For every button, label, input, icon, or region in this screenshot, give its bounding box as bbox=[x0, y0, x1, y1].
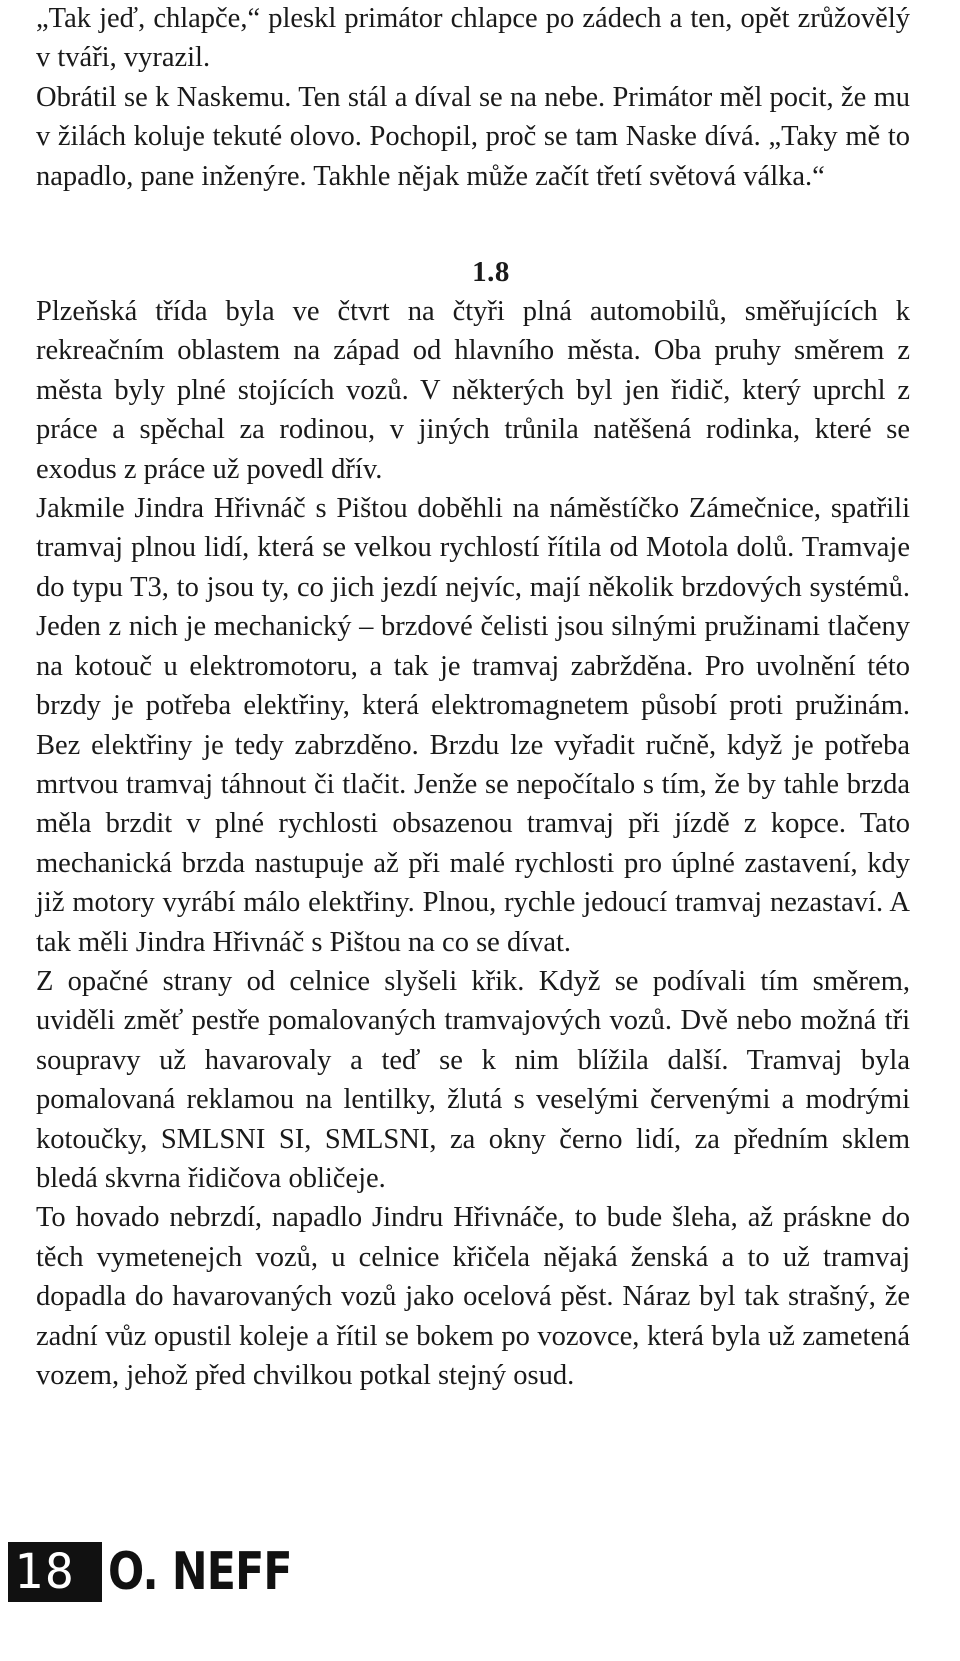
chapter-heading: 1.8 bbox=[472, 256, 510, 289]
paragraph-2: Obrátil se k Naskemu. Ten stál a díval se na nebe. Primátor měl pocit, že mu v žilách koluje tekuté olovo. Pochopil, proč se tam Naske dívá. „Taky mě to napadlo, pane inženýre. Takhle nějak může začít třetí světová válka.“ bbox=[36, 81, 910, 192]
paragraph-3: Plzeňská třída byla ve čtvrt na čtyři plná automobilů, směřujících k rekreačním oblastem na západ od hlavního města. Oba pruhy směrem z města byly plné stojících vozů. V některých byl jen řidič, který uprchl z práce a spěchal za rodinou, v jiných trůnila natěšená rodinka, které se exodus z práce už povedl dřív. bbox=[36, 296, 910, 485]
paragraph-4: Jakmile Jindra Hřivnáč s Pištou doběhli na náměstíčko Zámečnice, spatřili tramvaj plnou lidí, která se velkou rychlostí řítila od Motola dolů. Tramvaje do typu T3, to jsou ty, co jich jezdí nejvíc, mají několik brzdových systémů. Jeden z nich je mechanický – brzdové čelisti jsou silnými pružinami tlačeny na kotouč u elektromotoru, a tak je tramvaj zabržděna. Pro uvolnění této brzdy je potřeba elektřiny, která elektromagnetem působí proti pružinám. Bez elektřiny je tedy zabrzděno. Brzdu lze vyřadit ručně, když je potřeba mrtvou tramvaj táhnout či tlačit. Jenže se nepočítalo s tím, že by tahle brzda měla brzdit v plné rychlosti obsazenou tramvaj při jízdě z kopce. Tato mechanická brzda nastupuje až při malé rychlosti pro úplné zastavení, kdy již motory vyrábí málo elektřiny. Plnou, rychle jedoucí tramvaj nezastaví. A tak měli Jindra Hřivnáč s Pištou na co se dívat. bbox=[36, 493, 910, 958]
paragraph-5: Z opačné strany od celnice slyšeli křik. Když se podívali tím směrem, uviděli změť pestře pomalovaných tramvajových vozů. Dvě nebo možná tři soupravy už havarovaly a teď se k nim blížila další. Tramvaj byla pomalovaná reklamou na lentilky, žlutá s veselými červenými a modrými kotoučky, SMLSNI SI, SMLSNI, za okny černo lidí, za předním sklem bledá skvrna řidičova obličeje. bbox=[36, 965, 910, 1194]
page-number: 18 bbox=[8, 1542, 102, 1602]
document-page bbox=[36, 0, 910, 1395]
paragraph-6: To hovado nebrzdí, napadlo Jindru Hřivnáče, to bude šleha, až práskne do těch vymetenejch vozů, u celnice křičela nějaká ženská a to už tramvaj dopadla do havarovaných vozů jako ocelová pěst. Náraz byl tak strašný, že zadní vůz opustil koleje a řítil se bokem po vozovce, která byla už zametená vozem, jehož před chvilkou potkal stejný osud. bbox=[36, 1202, 910, 1391]
author-name: O. NEFF bbox=[108, 1542, 292, 1602]
page-footer bbox=[8, 1540, 332, 1604]
paragraph-1: „Tak jeď, chlapče,“ pleskl primátor chlapce po zádech a ten, opět zrůžovělý v tváři, vyrazil. bbox=[36, 3, 910, 74]
